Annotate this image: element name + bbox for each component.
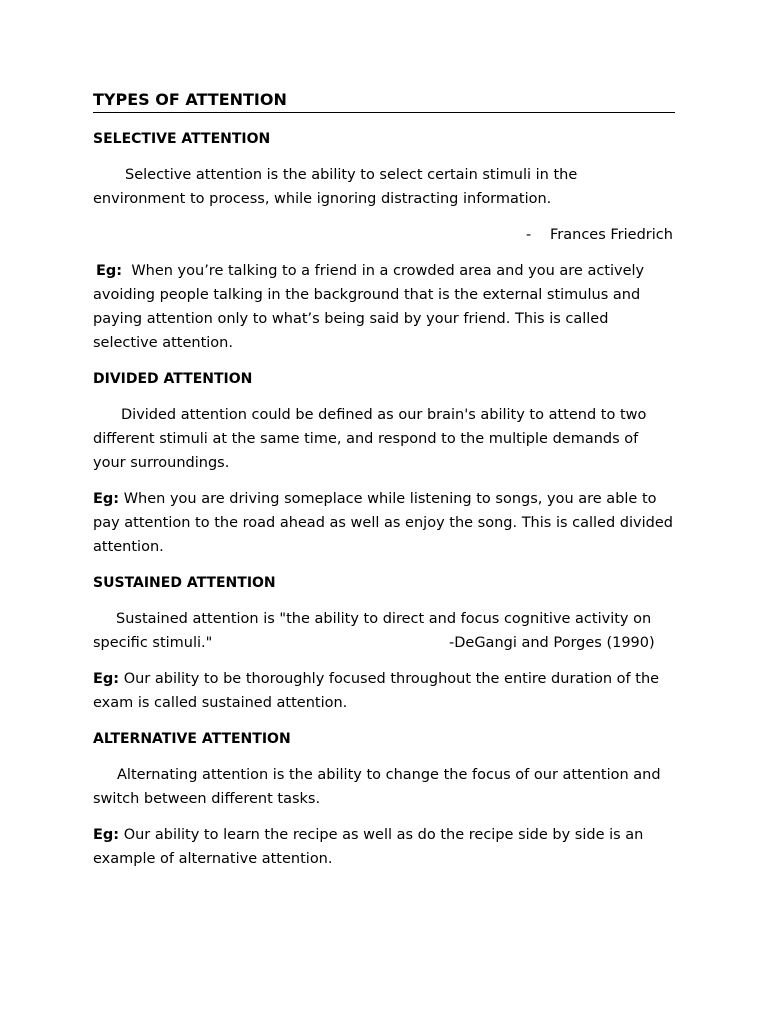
alternative-example-text-1: Our ability to learn the recipe as well as do the recipe side by side is an bbox=[123, 827, 644, 843]
heading-sustained-attention: SUSTAINED ATTENTION bbox=[93, 575, 276, 591]
sustained-definition-line-2: specific stimuli." bbox=[93, 635, 213, 651]
alternative-definition-line-1: Alternating attention is the ability to change the focus of our attention and bbox=[117, 767, 661, 783]
sustained-definition-line-1: Sustained attention is "the ability to direct and focus cognitive activity on bbox=[116, 611, 652, 627]
eg-label: Eg: bbox=[93, 491, 120, 507]
selective-example-line-2: avoiding people talking in the background that is the external stimulus and bbox=[93, 287, 641, 303]
divided-definition-line-1: Divided attention could be defined as our brain's ability to attend to two bbox=[121, 407, 647, 423]
divided-example-line-1 bbox=[93, 489, 657, 509]
divided-definition-line-3: your surroundings. bbox=[93, 455, 230, 471]
sustained-example-line-2: exam is called sustained attention. bbox=[93, 695, 348, 711]
selective-attribution: Frances Friedrich bbox=[550, 227, 673, 243]
sustained-example-text-1: Our ability to be thoroughly focused throughout the entire duration of the bbox=[123, 671, 660, 687]
heading-alternative-attention: ALTERNATIVE ATTENTION bbox=[93, 731, 291, 747]
divided-example-text-1: When you are driving someplace while listening to songs, you are able to bbox=[123, 491, 657, 507]
divided-example-line-3: attention. bbox=[93, 539, 164, 555]
selective-example-text-1: When you’re talking to a friend in a crowded area and you are actively bbox=[131, 263, 645, 279]
eg-label: Eg: bbox=[96, 263, 123, 279]
sustained-example-line-1 bbox=[93, 669, 659, 689]
heading-selective-attention: SELECTIVE ATTENTION bbox=[93, 131, 271, 147]
eg-label: Eg: bbox=[93, 671, 120, 687]
alternative-example-line-1 bbox=[93, 825, 643, 845]
eg-label: Eg: bbox=[93, 827, 120, 843]
alternative-definition-line-2: switch between different tasks. bbox=[93, 791, 321, 807]
selective-example-line-3: paying attention only to what’s being said by your friend. This is called bbox=[93, 311, 609, 327]
selective-definition-line-2: environment to process, while ignoring distracting information. bbox=[93, 191, 552, 207]
heading-divided-attention: DIVIDED ATTENTION bbox=[93, 371, 253, 387]
sustained-attribution: -DeGangi and Porges (1990) bbox=[449, 635, 655, 651]
divided-example-line-2: pay attention to the road ahead as well as enjoy the song. This is called divided bbox=[93, 515, 673, 531]
selective-attribution-dash: - bbox=[526, 227, 532, 243]
selective-example-line-1 bbox=[96, 261, 644, 281]
divided-definition-line-2: different stimuli at the same time, and respond to the multiple demands of bbox=[93, 431, 639, 447]
document-title: TYPES OF ATTENTION bbox=[93, 88, 675, 113]
selective-definition-line-1: Selective attention is the ability to select certain stimuli in the bbox=[125, 167, 578, 183]
selective-example-line-4: selective attention. bbox=[93, 335, 233, 351]
alternative-example-line-2: example of alternative attention. bbox=[93, 851, 333, 867]
